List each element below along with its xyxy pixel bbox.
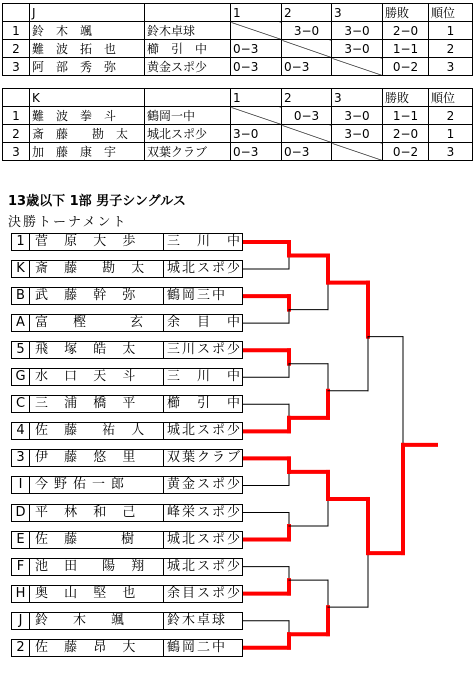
entry-name: 佐 藤 祐 人	[30, 423, 164, 439]
bracket-entry	[11, 422, 243, 440]
entry-club: 鶴岡三中	[167, 288, 228, 303]
bracket-entry	[11, 341, 243, 359]
player-club: 鶴岡一中	[145, 107, 231, 125]
entry-seed: C	[12, 396, 30, 412]
entry-seed: H	[12, 586, 30, 602]
bracket-entry	[11, 476, 243, 494]
match-score: 0−3	[231, 58, 282, 76]
entry-seed: K	[12, 261, 30, 277]
player-club: 双葉クラブ	[145, 143, 231, 161]
entry-club: 城北スポ少	[167, 423, 242, 438]
entry-seed: I	[12, 477, 30, 493]
col-header: 1	[231, 89, 282, 107]
player-club: 櫛 引 中	[145, 40, 231, 58]
bracket-entry	[11, 639, 243, 657]
entry-name: 池 田 陽 翔	[30, 559, 164, 575]
rank: 1	[429, 22, 473, 40]
col-header: 3	[332, 89, 383, 107]
win-loss: 1−1	[383, 107, 429, 125]
entry-seed: 4	[12, 423, 30, 439]
match-score: 3−0	[282, 22, 332, 40]
col-header: 3	[332, 4, 383, 22]
row-no: 2	[3, 125, 30, 143]
row-no: 2	[3, 40, 30, 58]
entry-name: 菅 原 大 歩	[30, 234, 164, 250]
entry-seed: A	[12, 315, 30, 331]
match-score: 3−0	[332, 40, 383, 58]
group-label: J	[30, 4, 145, 22]
player-name: 斎 藤 勘 太	[30, 125, 145, 143]
col-header: 順位	[429, 4, 473, 22]
entry-seed: 2	[12, 640, 30, 656]
col-header: 2	[282, 89, 332, 107]
entry-club: 余目スポ少	[167, 586, 242, 601]
entry-club: 櫛 引 中	[167, 396, 242, 411]
entry-club: 黄金スポ少	[167, 477, 242, 492]
win-loss: 1−1	[383, 40, 429, 58]
bracket-entry	[11, 504, 243, 522]
player-name: 阿 部 秀 弥	[30, 58, 145, 76]
win-loss: 0−2	[383, 58, 429, 76]
bracket-entry	[11, 260, 243, 278]
bracket-entry	[11, 531, 243, 549]
match-score: 3−0	[231, 125, 282, 143]
match-score: 0−3	[282, 107, 332, 125]
bracket-entry	[11, 314, 243, 332]
win-loss: 2−0	[383, 125, 429, 143]
bracket-entry	[11, 233, 243, 251]
group-label: K	[30, 89, 145, 107]
player-name: 加 藤 康 宇	[30, 143, 145, 161]
bracket-entry	[11, 558, 243, 576]
rank: 3	[429, 143, 473, 161]
tournament-label: 決勝トーナメント	[8, 215, 128, 230]
entry-seed: 5	[12, 342, 30, 358]
player-name: 鈴 木 颯	[30, 22, 145, 40]
col-header: 勝敗	[383, 4, 429, 22]
entry-club: 三 川 中	[167, 234, 242, 249]
entry-club: 城北スポ少	[167, 559, 242, 574]
entry-name: 佐 藤 昂 大	[30, 640, 164, 656]
bracket-entry	[11, 612, 243, 630]
entry-name: 今野佑一郎	[30, 477, 164, 493]
player-club: 黄金スポ少	[145, 58, 231, 76]
bracket-entry	[11, 585, 243, 603]
match-score: 3−0	[332, 107, 383, 125]
entry-name: 斎 藤 勘 太	[30, 261, 164, 277]
match-score: 0−3	[282, 58, 332, 76]
entry-name: 伊 藤 悠 里	[30, 450, 164, 466]
bracket-entry	[11, 368, 243, 386]
entry-club: 鶴岡二中	[167, 640, 228, 655]
entry-name: 富 樫 玄	[30, 315, 164, 331]
entry-seed: J	[12, 613, 30, 629]
rank: 2	[429, 40, 473, 58]
match-score: 0−3	[231, 40, 282, 58]
player-name: 難 波 拳 斗	[30, 107, 145, 125]
row-no: 3	[3, 58, 30, 76]
match-score: 0−3	[282, 143, 332, 161]
entry-seed: 1	[12, 234, 30, 250]
entry-club: 鈴木卓球	[167, 613, 228, 628]
entry-club: 双葉クラブ	[167, 450, 242, 465]
entry-seed: D	[12, 505, 30, 521]
entry-club: 城北スポ少	[167, 261, 242, 276]
col-header: 1	[231, 4, 282, 22]
win-loss: 2−0	[383, 22, 429, 40]
entry-seed: E	[12, 532, 30, 548]
win-loss: 0−2	[383, 143, 429, 161]
entry-club: 峰栄スポ少	[167, 505, 242, 520]
entry-club: 城北スポ少	[167, 532, 242, 547]
col-header: 勝敗	[383, 89, 429, 107]
rank: 2	[429, 107, 473, 125]
row-no: 3	[3, 143, 30, 161]
entry-club: 三 川 中	[167, 369, 242, 384]
entry-club: 三川スポ少	[167, 342, 242, 357]
entry-seed: G	[12, 369, 30, 385]
entry-name: 三 浦 橋 平	[30, 396, 164, 412]
entry-name: 鈴 木 颯	[30, 613, 164, 629]
player-name: 難 波 拓 也	[30, 40, 145, 58]
col-header: 2	[282, 4, 332, 22]
player-club: 城北スポ少	[145, 125, 231, 143]
entry-seed: 3	[12, 450, 30, 466]
entry-name: 佐 藤 樹	[30, 532, 164, 548]
entry-name: 奥 山 堅 也	[30, 586, 164, 602]
entry-name: 平 林 和 己	[30, 505, 164, 521]
bracket-entry	[11, 395, 243, 413]
row-no: 1	[3, 22, 30, 40]
bracket-entry	[11, 287, 243, 305]
row-no: 1	[3, 107, 30, 125]
match-score: 3−0	[332, 22, 383, 40]
col-header: 順位	[429, 89, 473, 107]
rank: 1	[429, 125, 473, 143]
entry-name: 水 口 天 斗	[30, 369, 164, 385]
section-title: 13歳以下 1部 男子シングルス	[8, 194, 186, 209]
rank: 3	[429, 58, 473, 76]
player-club: 鈴木卓球	[145, 22, 231, 40]
match-score: 0−3	[231, 143, 282, 161]
entry-name: 飛 塚 皓 太	[30, 342, 164, 358]
entry-club: 余 目 中	[167, 315, 242, 330]
entry-seed: F	[12, 559, 30, 575]
bracket-entry	[11, 449, 243, 467]
match-score: 3−0	[332, 125, 383, 143]
entry-name: 武 藤 幹 弥	[30, 288, 164, 304]
entry-seed: B	[12, 288, 30, 304]
